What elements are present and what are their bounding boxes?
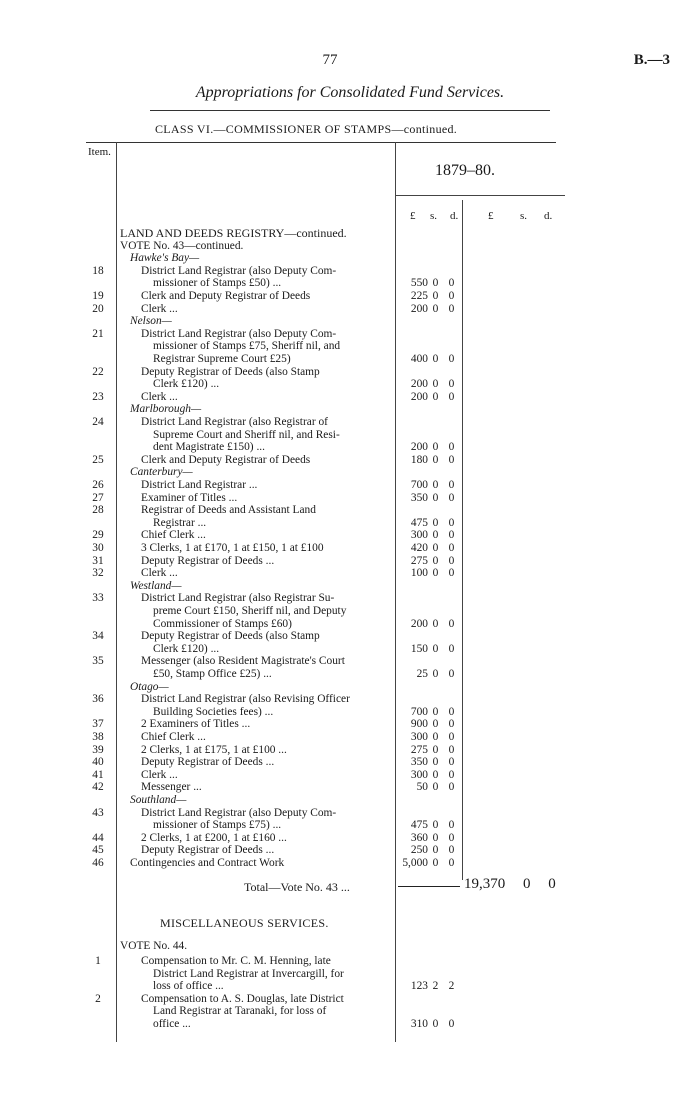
item-description: £50, Stamp Office £25) ... [153,668,272,680]
item-description: Westland— [130,579,182,592]
amount-pounds: 360 [410,831,428,844]
amount-shillings: 0 [432,857,439,869]
amount-pence: 0 [448,781,455,794]
amount-shillings: 0 [432,453,439,466]
item-description: loss of office ... [153,980,224,993]
amount-pounds: 550 [410,277,428,290]
item-description: Compensation to A. S. Douglas, late District [141,992,344,1005]
item-description: Deputy Registrar of Deeds (also Stamp [141,365,320,378]
item-description: Deputy Registrar of Deeds ... [141,756,275,769]
amount-shillings: 0 [432,290,439,302]
item-number: 35 [92,655,104,668]
item-number: 30 [92,542,104,554]
item-number: 26 [92,479,104,491]
amount-pounds: 200 [410,441,428,454]
amount-pence: 0 [448,567,455,580]
item-description: Clerk ... [141,768,178,781]
item-description: Messenger ... [141,781,202,794]
amount-shillings: 0 [432,277,439,290]
item-description: missioner of Stamps £50) ... [153,277,282,290]
item-description: Clerk ... [141,302,178,315]
amount-pounds: 200 [410,302,428,315]
item-description: VOTE No. 43—continued. [120,239,244,252]
item-description: 2 Clerks, 1 at £175, 1 at £100 ... [141,743,287,756]
amount-pence: 0 [448,491,455,504]
amount-shillings: 0 [432,731,439,743]
item-number: 18 [92,264,104,277]
amount-pounds: 300 [410,731,428,743]
item-description: Southland— [130,794,187,806]
item-description: Building Societies fees) ... [153,705,274,718]
item-number: 22 [92,365,104,378]
amount-pounds: 5,000 [402,857,428,869]
item-description: Nelson— [130,315,172,328]
amount-pence: 0 [448,743,455,756]
amount-pence: 0 [448,542,455,554]
item-description: Registrar Supreme Court £25) [153,353,291,365]
item-number: 21 [92,327,104,340]
amount-pence: 0 [448,1018,455,1030]
amount-shillings: 0 [432,705,439,718]
item-description: Clerk ... [141,390,178,403]
amount-pounds: 50 [416,781,428,794]
amount-shillings: 0 [432,756,439,769]
amount-pounds: 475 [410,516,428,529]
item-description: Compensation to Mr. C. M. Henning, late [141,955,331,967]
total-rule [398,886,460,887]
item-description: 2 Examiners of Titles ... [141,718,251,731]
amount-pounds: 100 [410,567,428,580]
amount-pounds: 150 [410,642,428,655]
total-row [0,880,700,898]
amount-shillings: 0 [432,516,439,529]
amount-pence: 0 [448,554,455,567]
amount-pence: 0 [448,819,455,832]
item-description: Clerk £120) ... [153,642,220,655]
amount-pence: 0 [448,857,455,869]
item-description: Clerk and Deputy Registrar of Deeds [141,453,311,466]
amount-pounds: 400 [410,353,428,365]
item-description: Examiner of Titles ... [141,491,238,504]
item-number: 34 [92,630,104,643]
currency-pence-2: d. [544,210,553,222]
item-number: 45 [92,844,104,857]
amount-pence: 0 [448,378,455,391]
table-row [0,856,700,870]
amount-shillings: 0 [432,844,439,857]
item-description: Otago— [130,680,169,693]
amount-shillings: 0 [432,542,439,554]
amount-pence: 0 [448,277,455,290]
item-number: 40 [92,756,104,769]
item-description: dent Magistrate £150) ... [153,441,265,454]
amount-pounds: 310 [410,1018,428,1030]
amount-pence: 0 [448,831,455,844]
page-title: Appropriations for Consolidated Fund Services. [195,84,505,101]
amount-pounds: 350 [410,756,428,769]
grand-total [464,876,556,893]
amount-pence: 0 [448,290,455,302]
item-number: 1 [95,955,101,967]
amount-pounds: 700 [410,479,428,491]
item-description: District Land Registrar (also Registrar of [141,416,328,428]
item-number: 24 [92,416,104,428]
item-number: 23 [92,390,104,403]
item-number: 33 [92,592,104,605]
item-description: District Land Registrar (also Revising Officer [141,693,350,706]
item-description: Commissioner of Stamps £60) [153,617,292,630]
item-number: 43 [92,806,104,819]
item-description: District Land Registrar (also Registrar Su- [141,592,335,605]
title-rule [150,110,550,111]
amount-shillings: 2 [432,980,439,993]
item-number: 44 [92,831,104,844]
amount-pounds: 275 [410,743,428,756]
amount-shillings: 0 [432,743,439,756]
amount-pence: 0 [448,529,455,542]
item-description: 2 Clerks, 1 at £200, 1 at £160 ... [141,831,287,844]
amount-pounds: 900 [410,718,428,731]
amount-pence: 0 [448,756,455,769]
amount-pence: 0 [448,353,455,365]
item-description: Deputy Registrar of Deeds ... [141,844,275,857]
amount-pence: 0 [448,705,455,718]
table-top-rule [86,142,556,143]
item-number: 2 [95,992,101,1005]
item-number: 28 [92,504,104,517]
year-heading: 1879–80. [435,162,495,179]
amount-shillings: 0 [432,529,439,542]
amount-shillings: 0 [432,302,439,315]
amount-shillings: 0 [432,491,439,504]
item-number: 31 [92,554,104,567]
item-number: 37 [92,718,104,731]
table-row [0,1017,700,1031]
item-number: 32 [92,567,104,580]
amount-shillings: 0 [432,768,439,781]
amount-shillings: 0 [432,353,439,365]
item-number: 25 [92,453,104,466]
item-description: Marlborough— [130,403,202,416]
item-description: 3 Clerks, 1 at £170, 1 at £150, 1 at £100 [141,542,324,554]
amount-shillings: 0 [432,642,439,655]
item-number: 36 [92,693,104,706]
amount-pence: 0 [448,516,455,529]
item-description: Deputy Registrar of Deeds ... [141,554,275,567]
amount-shillings: 0 [432,554,439,567]
item-number: 19 [92,290,104,302]
amount-shillings: 0 [432,390,439,403]
amount-shillings: 0 [432,668,439,680]
item-description: District Land Registrar ... [141,479,258,491]
item-description: missioner of Stamps £75, Sheriff nil, and [153,340,341,353]
item-description: District Land Registrar (also Deputy Com- [141,264,337,277]
item-description: District Land Registrar at Invercargill, for [153,967,344,980]
item-description: missioner of Stamps £75) ... [153,819,282,832]
item-description: preme Court £150, Sheriff nil, and Deputy [153,605,347,617]
amount-shillings: 0 [432,819,439,832]
amount-pence: 0 [448,768,455,781]
amount-pounds: 25 [416,668,428,680]
amount-pence: 0 [448,844,455,857]
amount-pounds: 250 [410,844,428,857]
item-description: Clerk ... [141,567,178,580]
amount-pounds: 200 [410,378,428,391]
currency-pounds-2: £ [488,210,494,222]
amount-shillings: 0 [432,441,439,454]
total-label: Total—Vote No. 43 ... [244,880,350,894]
currency-shillings-2: s. [520,210,528,222]
amount-pounds: 275 [410,554,428,567]
item-description: Deputy Registrar of Deeds (also Stamp [141,630,320,643]
item-description: Hawke's Bay— [130,252,200,265]
amount-pounds: 350 [410,491,428,504]
amount-pence: 0 [448,731,455,743]
item-description: District Land Registrar (also Deputy Com- [141,327,337,340]
item-number: 46 [92,857,104,869]
item-description: Registrar ... [153,516,207,529]
amount-pence: 0 [448,668,455,680]
amount-pounds: 420 [410,542,428,554]
amount-pence: 0 [448,642,455,655]
amount-pence: 2 [448,980,455,993]
grand-total-pounds: 19,370 [464,876,506,892]
grand-total-pence: 0 [548,876,556,892]
amount-shillings: 0 [432,479,439,491]
item-description: LAND AND DEEDS REGISTRY—continued. [120,226,347,240]
amount-pounds: 700 [410,705,428,718]
amount-shillings: 0 [432,567,439,580]
amount-pence: 0 [448,390,455,403]
item-description: Messenger (also Resident Magistrate's Court [141,655,345,668]
amount-pounds: 200 [410,617,428,630]
item-description: office ... [153,1018,191,1030]
item-number: 38 [92,731,104,743]
item-column-label: Item. [88,146,111,158]
amount-shillings: 0 [432,378,439,391]
item-description: Clerk £120) ... [153,378,220,391]
amount-pence: 0 [448,479,455,491]
amount-pounds: 300 [410,529,428,542]
amount-pence: 0 [448,718,455,731]
amount-shillings: 0 [432,617,439,630]
item-description: Clerk and Deputy Registrar of Deeds [141,290,311,302]
amount-shillings: 0 [432,718,439,731]
item-description: Contingencies and Contract Work [130,857,285,869]
item-number: 39 [92,743,104,756]
amount-pounds: 123 [410,980,428,993]
item-description: Supreme Court and Sheriff nil, and Resi- [153,428,340,441]
misc-heading: MISCELLANEOUS SERVICES. [160,916,329,930]
currency-pounds-1: £ [410,210,416,222]
amount-shillings: 0 [432,781,439,794]
item-number: 20 [92,302,104,315]
item-description: District Land Registrar (also Deputy Com- [141,806,337,819]
item-number: 41 [92,768,104,781]
amount-pence: 0 [448,441,455,454]
amount-pence: 0 [448,453,455,466]
amount-pounds: 475 [410,819,428,832]
currency-pence-1: d. [450,210,459,222]
item-description: Chief Clerk ... [141,731,206,743]
grand-total-shillings: 0 [523,876,531,892]
document-reference: B.—3 [633,52,670,68]
amount-pounds: 225 [410,290,428,302]
item-number: 27 [92,491,104,504]
currency-shillings-1: s. [430,210,438,222]
page-number: 77 [322,52,338,68]
item-description: Registrar of Deeds and Assistant Land [141,504,316,517]
item-number: 42 [92,781,104,794]
item-description: Chief Clerk ... [141,529,206,542]
amount-shillings: 0 [432,831,439,844]
amount-pounds: 180 [410,453,428,466]
amount-pounds: 300 [410,768,428,781]
item-number: 29 [92,529,104,542]
class-title: CLASS VI.—COMMISSIONER OF STAMPS—continued. [155,122,458,136]
misc-vote: VOTE No. 44. [120,940,188,952]
amount-shillings: 0 [432,1018,439,1030]
item-description: Land Registrar at Taranaki, for loss of [153,1005,327,1018]
item-description: Canterbury— [130,466,193,479]
amount-pence: 0 [448,617,455,630]
amount-pounds: 200 [410,390,428,403]
amount-pence: 0 [448,302,455,315]
year-rule [395,195,565,196]
